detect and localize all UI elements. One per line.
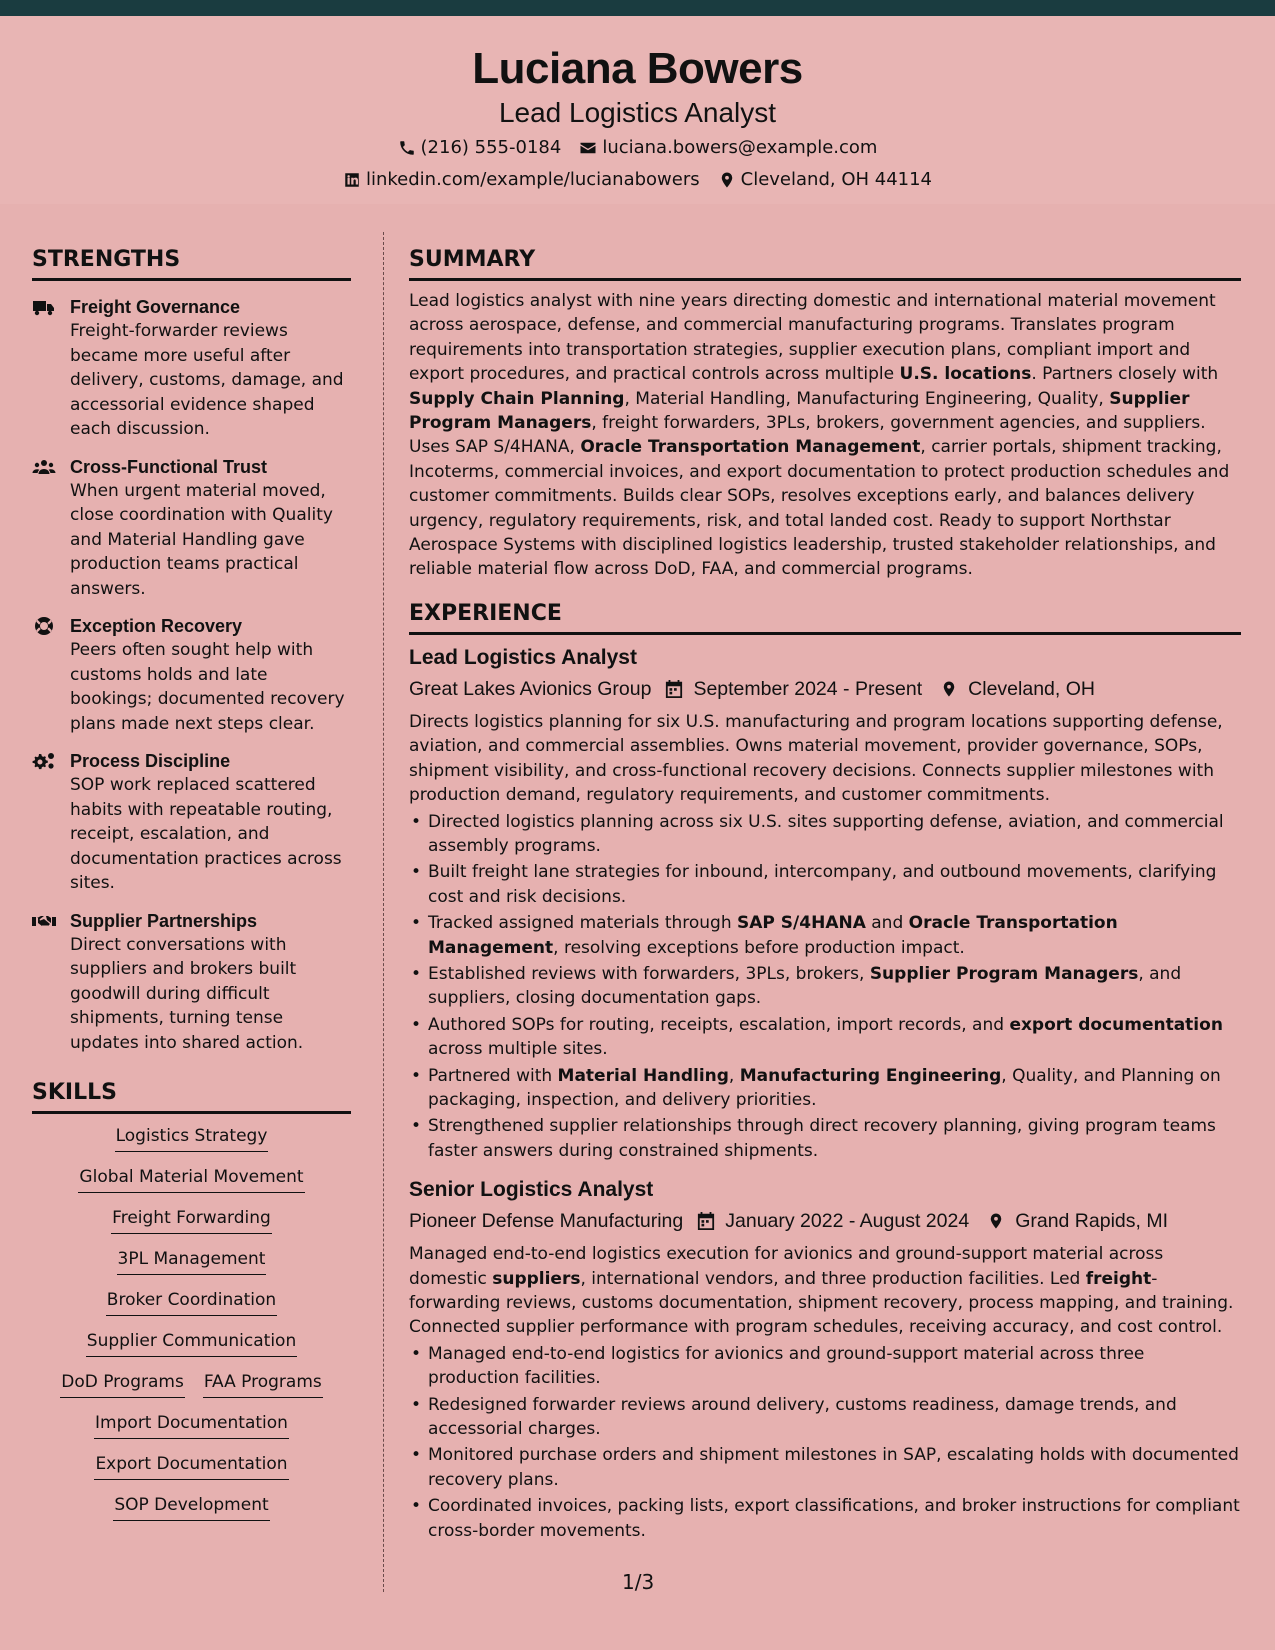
strength-title: Supplier Partnerships [70, 910, 258, 931]
experience-list [409, 645, 1241, 1543]
linkedin-icon [343, 171, 361, 189]
job-bullet: • Tracked assigned materials through SAP S/4HANA and Oracle Transportation Management, resolving exceptions before production impact. [409, 911, 1241, 960]
job-bullet: • Strengthened supplier relationships through direct recovery planning, giving program teams faster answers during constrained shipments. [409, 1114, 1241, 1163]
job-entry [409, 645, 1241, 1163]
phone-contact [398, 137, 562, 159]
skill-tag: Supplier Communication [86, 1329, 297, 1357]
skills-heading: SKILLS [32, 1079, 351, 1114]
skill-tag: DoD Programs [60, 1370, 185, 1398]
calendar-icon [697, 1211, 715, 1231]
job-title: Senior Logistics Analyst [409, 1178, 654, 1202]
job-bullet: • Directed logistics planning across six U.S. sites supporting defense, aviation, and commercial assembly programs. [409, 810, 1241, 859]
strength-title: Exception Recovery [70, 616, 243, 636]
strength-title: Cross-Functional Trust [70, 456, 268, 477]
truck-icon [32, 297, 56, 317]
strength-description: When urgent material moved, close coordination with Quality and Material Handling gave production teams practical answers. [70, 480, 333, 599]
job-dates: January 2022 - August 2024 [725, 1210, 970, 1233]
strength-title: Process Discipline [70, 751, 231, 771]
left-column [32, 246, 351, 1534]
strength-item [32, 909, 351, 1056]
strength-item [32, 614, 351, 736]
linkedin-text[interactable]: linkedin.com/example/lucianabowers [365, 169, 700, 190]
skill-tag: SOP Development [113, 1493, 269, 1521]
strength-description: Peers often sought help with customs holds and late bookings; documented recovery plans made next steps clear. [70, 640, 345, 734]
strength-item [32, 749, 351, 896]
company-name: Pioneer Defense Manufacturing [409, 1210, 684, 1233]
column-divider [383, 232, 384, 1592]
resume-header [0, 16, 1275, 204]
location-text: Cleveland, OH 44114 [740, 169, 933, 190]
job-dates: September 2024 - Present [693, 677, 923, 700]
gears-icon [32, 751, 56, 771]
skill-tag: Logistics Strategy [115, 1124, 269, 1152]
job-bullet: • Redesigned forwarder reviews around delivery, customs readiness, damage trends, and accessorial charges. [409, 1393, 1241, 1442]
skill-tag: FAA Programs [203, 1370, 323, 1398]
map-pin-icon [987, 1211, 1005, 1231]
envelope-icon [579, 139, 597, 157]
skill-tag: Freight Forwarding [111, 1206, 272, 1234]
page-number: 1/3 [622, 1570, 655, 1594]
calendar-icon [665, 679, 683, 699]
strengths-heading: STRENGTHS [32, 246, 351, 281]
job-title: Lead Logistics Analyst [409, 645, 637, 669]
summary-heading: SUMMARY [409, 246, 1241, 281]
skill-tag: 3PL Management [117, 1247, 267, 1275]
summary-text: Lead logistics analyst with nine years directing domestic and international material movement across aerospace, defense, and commercial manufacturing programs. Translates program requirements into transportation strategies, supplier execution plans, compliant import and export procedures, and practical controls across multiple U.S. locations. Partners closely with Supply Chain Planning, Material Handling, Manufacturing Engineering, Quality, Supplier Program Managers, freight forwarders, 3PLs, brokers, government agencies, and suppliers. Uses SAP S/4HANA, Oracle Transportation Management, carrier portals, shipment tracking, Incoterms, commercial invoices, and export documentation to protect production schedules and customer commitments. Builds clear SOPs, resolves exceptions early, and balances delivery urgency, regulatory requirements, risk, and total landed cost. Ready to support Northstar Aerospace Systems with disciplined logistics leadership, trusted stakeholder relationships, and reliable material flow across DoD, FAA, and commercial programs. [409, 291, 1230, 580]
job-bullet: • Established reviews with forwarders, 3PLs, brokers, Supplier Program Managers, and suppliers, closing documentation gaps. [409, 962, 1241, 1011]
life-ring-icon [32, 616, 56, 636]
job-bullets [409, 810, 1241, 1164]
job-bullet: • Managed end-to-end logistics for avionics and ground-support material across three production facilities. [409, 1342, 1241, 1391]
job-location: Grand Rapids, MI [1015, 1210, 1168, 1233]
job-bullet: • Partnered with Material Handling, Manufacturing Engineering, Quality, and Planning on packaging, inspection, and delivery priorities. [409, 1064, 1241, 1113]
job-bullet: • Authored SOPs for routing, receipts, escalation, import records, and export documentation across multiple sites. [409, 1013, 1241, 1062]
job-meta [409, 1208, 1241, 1234]
candidate-title: Lead Logistics Analyst [498, 97, 777, 128]
job-location: Cleveland, OH [968, 677, 1095, 700]
strength-description: Freight-forwarder reviews became more useful after delivery, customs, damage, and accessorial evidence shaped each discussion. [70, 321, 344, 439]
users-icon [32, 457, 56, 477]
strength-item [32, 455, 351, 602]
job-bullet: • Built freight lane strategies for inbound, intercompany, and outbound movements, clarifying cost and risk decisions. [409, 860, 1241, 909]
candidate-name: Luciana Bowers [472, 44, 803, 93]
job-meta [409, 676, 1241, 702]
location-contact [718, 169, 932, 191]
strength-title: Freight Governance [70, 297, 241, 317]
job-bullets [409, 1342, 1241, 1543]
strength-item [32, 295, 351, 442]
skill-tag: Global Material Movement [78, 1165, 304, 1193]
job-bullet: • Coordinated invoices, packing lists, export classifications, and broker instructions for compliant cross-border movements. [409, 1494, 1241, 1543]
strength-description: Direct conversations with suppliers and brokers built goodwill during difficult shipments, turning tense updates into shared action. [70, 934, 304, 1053]
experience-heading: EXPERIENCE [409, 600, 1241, 635]
skill-tag: Import Documentation [94, 1411, 289, 1439]
company-name: Great Lakes Avionics Group [409, 677, 652, 700]
job-description: Directs logistics planning for six U.S. manufacturing and program locations supporting defense, aviation, and commercial assemblies. Owns material movement, provider governance, SOPs, shipment visibility, and cross-functional recovery decisions. Connects supplier milestones with production demand, regulatory requirements, and customer commitments. [409, 711, 1223, 806]
right-column [409, 246, 1241, 1545]
phone-icon [398, 139, 416, 157]
map-pin-icon [718, 171, 736, 189]
handshake-icon [32, 911, 56, 931]
phone-text: (216) 555-0184 [420, 137, 562, 158]
strength-description: SOP work replaced scattered habits with repeatable routing, receipt, escalation, and documentation practices across sites. [70, 775, 342, 893]
email-text[interactable]: luciana.bowers@example.com [602, 137, 878, 158]
job-description: Managed end-to-end logistics execution for avionics and ground-support material across domestic suppliers, international vendors, and three production facilities. Led freight-forwarding reviews, customs documentation, shipment recovery, process mapping, and training. Connected supplier performance with program schedules, receiving accuracy, and cost control. [409, 1244, 1234, 1338]
linkedin-contact[interactable] [343, 169, 700, 191]
job-bullet: • Monitored purchase orders and shipment milestones in SAP, escalating holds with documented recovery plans. [409, 1443, 1241, 1492]
skills-list [32, 1124, 351, 1521]
map-pin-icon [940, 679, 958, 699]
top-accent-bar [0, 0, 1275, 16]
skill-tag: Export Documentation [94, 1452, 288, 1480]
skill-tag: Broker Coordination [106, 1288, 277, 1316]
email-contact[interactable] [579, 137, 877, 159]
job-entry [409, 1177, 1241, 1543]
strengths-list [32, 295, 351, 1055]
